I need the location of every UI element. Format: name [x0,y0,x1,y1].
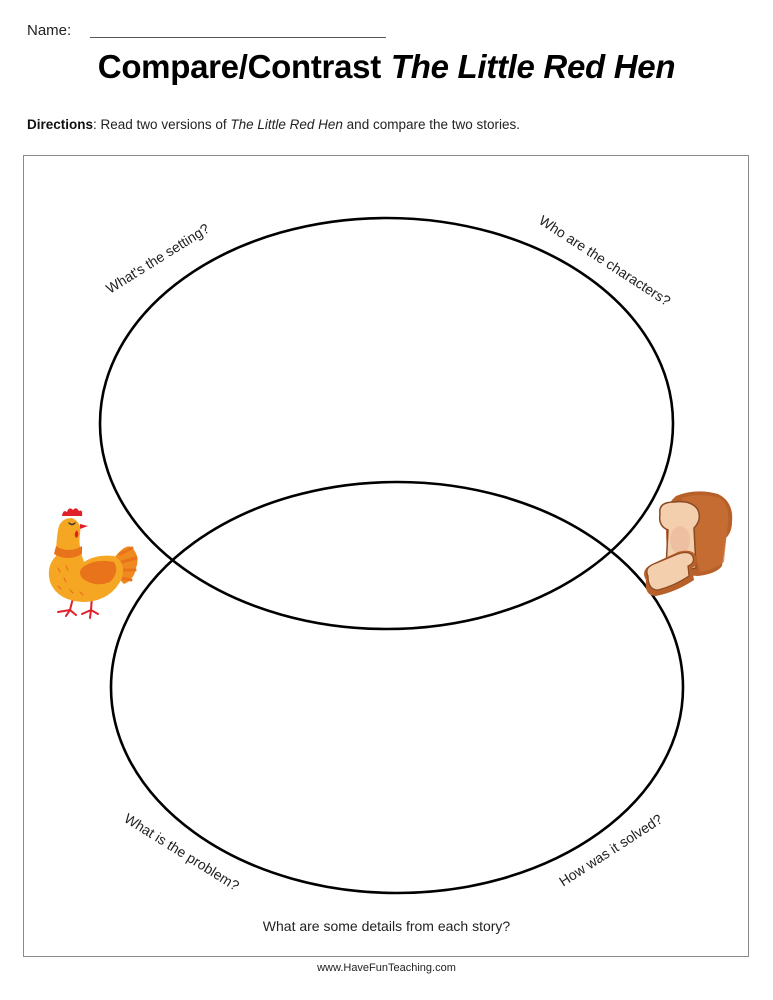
bottom-ellipse[interactable] [111,482,683,893]
prompt-solution: How was it solved? [556,810,666,890]
footer-site: www.HaveFunTeaching.com [317,962,456,974]
hen-icon [36,506,140,622]
bread-icon [636,488,736,600]
title-main: Compare/Contrast [97,48,381,85]
directions-story-name: The Little Red Hen [230,117,343,132]
prompt-problem: What is the problem? [121,810,243,894]
directions-text-after: and compare the two stories. [342,117,521,132]
title-story-name: The Little Red Hen [390,48,676,85]
top-ellipse[interactable] [100,218,673,629]
directions-label: Directions [27,117,94,132]
prompt-details: What are some details from each story? [262,918,511,934]
prompt-setting: What's the setting? [103,220,213,297]
directions-text-before: : Read two versions of [93,117,231,132]
prompt-characters: Who are the characters? [536,212,674,309]
name-label: Name: [27,22,72,39]
